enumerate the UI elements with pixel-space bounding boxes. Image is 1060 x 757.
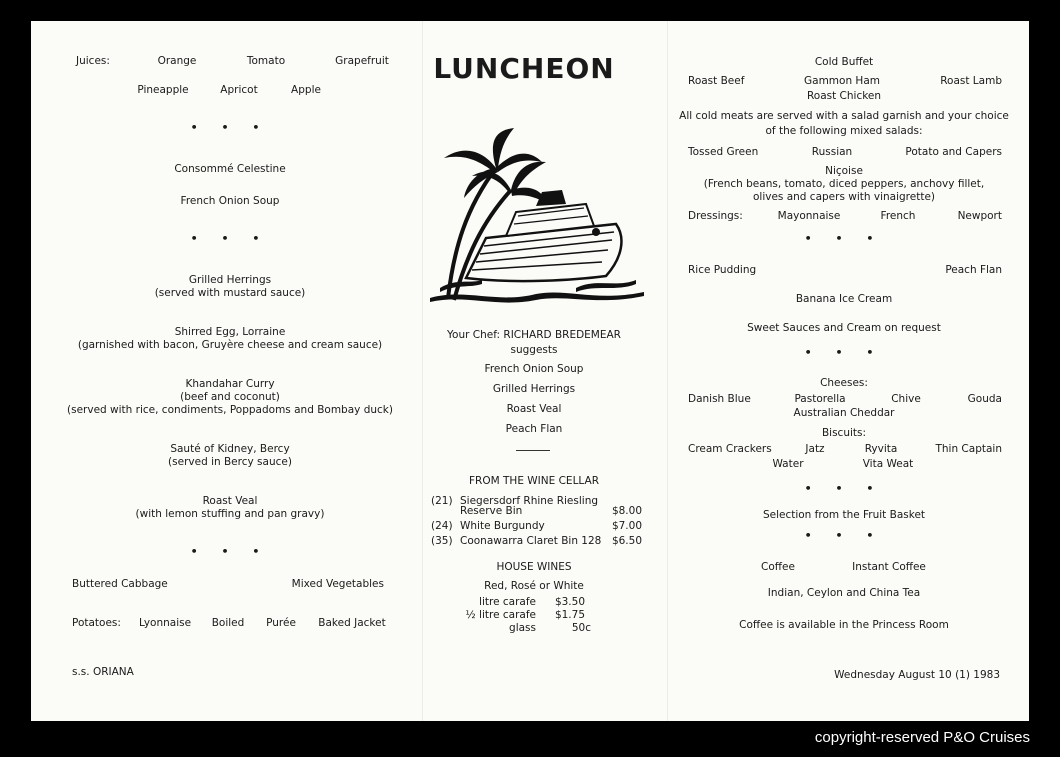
wine-name: White Burgundy [460, 520, 545, 532]
tea: Indian, Ceylon and China Tea [767, 587, 921, 599]
dish-note: (garnished with bacon, Gruyère cheese and cream sauce) [77, 339, 383, 351]
salad-tossed-green: Tossed Green [688, 146, 759, 158]
biscuit-ryvita: Ryvita [864, 443, 898, 455]
cheese-pastorella: Pastorella [794, 393, 846, 405]
soup-consomme: Consommé Celestine [174, 163, 286, 175]
copyright-notice: copyright-reserved P&O Cruises [814, 729, 1030, 746]
page-title: LUNCHEON [433, 52, 615, 85]
juice-apple: Apple [291, 84, 321, 96]
coffee-note: Coffee is available in the Princess Room [739, 619, 949, 631]
meat-roast-beef: Roast Beef [688, 75, 745, 87]
fold-line-right [667, 21, 668, 721]
suggestion-1: French Onion Soup [484, 363, 584, 375]
fruit-basket: Selection from the Fruit Basket [762, 509, 926, 521]
house-wine-size: ½ litre carafe [465, 609, 536, 621]
dressing-mayonnaise: Mayonnaise [777, 210, 841, 222]
dressings-label: Dressings: [688, 210, 743, 222]
ship-name: s.s. ORIANA [72, 666, 134, 678]
biscuit-cream-crackers: Cream Crackers [688, 443, 772, 455]
wine-name: Reserve Bin [460, 505, 523, 517]
coffee: Coffee [761, 561, 795, 573]
dessert-rice-pudding: Rice Pudding [688, 264, 757, 276]
divider [516, 450, 550, 451]
house-wines-heading: HOUSE WINES [496, 561, 572, 573]
wine-price: $7.00 [611, 520, 642, 532]
juice-pineapple: Pineapple [137, 84, 189, 96]
juice-orange: Orange [157, 55, 197, 67]
cheese-gouda: Gouda [967, 393, 1002, 405]
dressing-newport: Newport [957, 210, 1002, 222]
cheese-australian-cheddar: Australian Cheddar [793, 407, 895, 419]
potato-lyonnaise: Lyonnaise [138, 617, 192, 629]
suggestion-4: Peach Flan [505, 423, 563, 435]
dish-note: (served in Bercy sauce) [168, 456, 292, 468]
dish-note: (served with rice, condiments, Poppadoms and Bombay duck) [67, 404, 393, 416]
menu-date: Wednesday August 10 (1) 1983 [834, 669, 1000, 681]
meat-gammon-ham: Gammon Ham [803, 75, 881, 87]
suggestion-2: Grilled Herrings [492, 383, 576, 395]
dish-note: (beef and coconut) [180, 391, 280, 403]
house-wine-size: glass [509, 622, 536, 634]
separator-dots: • • • [190, 232, 270, 245]
ship-palm-illustration [426, 128, 648, 308]
wine-price: $8.00 [611, 505, 642, 517]
veg-mixed: Mixed Vegetables [291, 578, 384, 590]
cheeses-heading: Cheeses: [820, 377, 868, 389]
veg-cabbage: Buttered Cabbage [72, 578, 168, 590]
sweet-sauces: Sweet Sauces and Cream on request [747, 322, 941, 334]
potato-puree: Purée [266, 617, 296, 629]
dish-kidney: Sauté of Kidney, Bercy [170, 443, 290, 455]
dessert-peach-flan: Peach Flan [945, 264, 1002, 276]
juice-tomato: Tomato [246, 55, 286, 67]
house-wine-price: $3.50 [554, 596, 585, 608]
dessert-banana-ice-cream: Banana Ice Cream [795, 293, 893, 305]
biscuit-thin-captain: Thin Captain [935, 443, 1002, 455]
nicoise-note: (French beans, tomato, diced peppers, anchovy fillet, [703, 178, 985, 190]
wine-heading: FROM THE WINE CELLAR [469, 475, 599, 487]
house-wine-types: Red, Rosé or White [484, 580, 584, 592]
biscuit-jatz: Jatz [805, 443, 825, 455]
instant-coffee: Instant Coffee [852, 561, 926, 573]
meats-note: of the following mixed salads: [765, 125, 923, 137]
salad-nicoise: Niçoise [825, 165, 863, 177]
soup-french-onion: French Onion Soup [180, 195, 280, 207]
potato-baked-jacket: Baked Jacket [318, 617, 386, 629]
wine-name: Siegersdorf Rhine Riesling [460, 495, 599, 507]
dish-note: (served with mustard sauce) [154, 287, 306, 299]
nicoise-note: olives and capers with vinaigrette) [752, 191, 936, 203]
separator-dots: • • • [190, 121, 270, 134]
separator-dots: • • • [804, 529, 884, 542]
salad-russian: Russian [811, 146, 853, 158]
biscuit-water: Water [772, 458, 804, 470]
dish-grilled-herrings: Grilled Herrings [188, 274, 272, 286]
biscuits-heading: Biscuits: [821, 427, 867, 439]
separator-dots: • • • [804, 346, 884, 359]
biscuit-vita-weat: Vita Weat [862, 458, 914, 470]
wine-price: $6.50 [611, 535, 642, 547]
separator-dots: • • • [804, 482, 884, 495]
separator-dots: • • • [190, 545, 270, 558]
cheese-chive: Chive [891, 393, 921, 405]
potato-boiled: Boiled [211, 617, 245, 629]
meat-roast-chicken: Roast Chicken [806, 90, 882, 102]
juice-grapefruit: Grapefruit [335, 55, 389, 67]
wine-num: (21) [431, 495, 453, 507]
juice-apricot: Apricot [220, 84, 258, 96]
meat-roast-lamb: Roast Lamb [940, 75, 1002, 87]
dish-roast-veal: Roast Veal [202, 495, 258, 507]
dish-curry: Khandahar Curry [185, 378, 275, 390]
wine-name: Coonawarra Claret Bin 128 [460, 535, 602, 547]
house-wine-price: $1.75 [554, 609, 585, 621]
chef-line: Your Chef: RICHARD BREDEMEAR [447, 329, 621, 341]
house-wine-price: 50c [571, 622, 591, 634]
fold-line-left [422, 21, 423, 721]
chef-suggests: suggests [510, 344, 558, 356]
salad-potato-capers: Potato and Capers [905, 146, 1002, 158]
cold-buffet-heading: Cold Buffet [814, 56, 874, 68]
juices-label: Juices: [76, 55, 110, 67]
potatoes-label: Potatoes: [72, 617, 121, 629]
wine-num: (35) [431, 535, 453, 547]
suggestion-3: Roast Veal [506, 403, 562, 415]
separator-dots: • • • [804, 232, 884, 245]
meats-note: All cold meats are served with a salad garnish and your choice [679, 110, 1009, 122]
dish-shirred-egg: Shirred Egg, Lorraine [174, 326, 286, 338]
dish-note: (with lemon stuffing and pan gravy) [135, 508, 325, 520]
cheese-danish-blue: Danish Blue [688, 393, 751, 405]
house-wine-size: litre carafe [479, 596, 536, 608]
wine-num: (24) [431, 520, 453, 532]
dressing-french: French [880, 210, 916, 222]
